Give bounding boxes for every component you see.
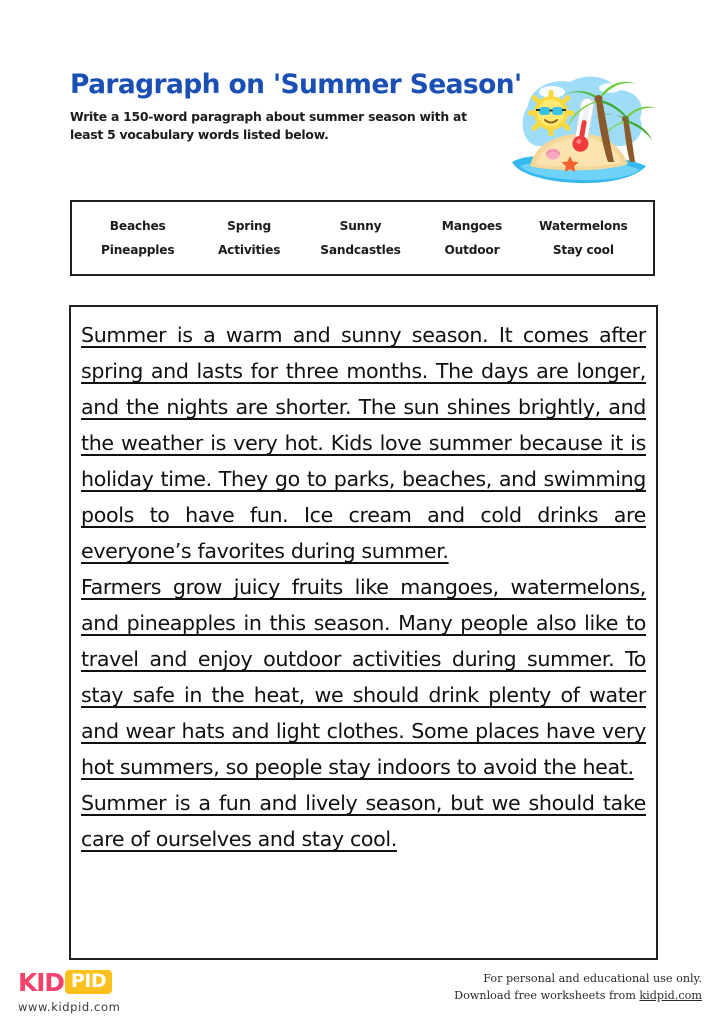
logo-mark <box>18 968 248 996</box>
vocabulary-word: Beaches <box>109 219 166 233</box>
answer-writing-area[interactable] <box>69 305 658 960</box>
footer-note-prefix: Download free worksheets from <box>454 989 640 1003</box>
vocabulary-word: Stay cool <box>552 243 614 257</box>
logo-text-kid: KID <box>18 967 64 997</box>
summer-beach-island-icon <box>490 62 670 190</box>
vocabulary-word: Mangoes <box>441 219 503 233</box>
header-text-block <box>70 69 522 143</box>
worksheet-instructions: Write a 150-word paragraph about summer season with at least 5 vocabulary words listed below. <box>70 109 467 142</box>
essay-paragraph-3: Summer is a fun and lively season, but we should take care of ourselves and stay cool. <box>81 791 646 851</box>
vocabulary-word: Watermelons <box>539 219 628 233</box>
kidpid-logo[interactable] <box>18 968 248 1014</box>
footer-note-line-1: For personal and educational use only. <box>483 972 702 985</box>
vocabulary-word: Activities <box>217 243 281 257</box>
vocabulary-word: Spring <box>227 219 272 233</box>
vocabulary-row-2 <box>72 243 653 257</box>
vocabulary-word: Outdoor <box>444 243 500 257</box>
worksheet-header <box>70 70 660 190</box>
page-footer <box>0 966 724 1024</box>
vocabulary-word: Sunny <box>339 219 382 233</box>
page-title: Paragraph on 'Summer Season' <box>70 69 522 100</box>
footer-usage-note <box>454 970 702 1005</box>
essay-text <box>81 317 646 857</box>
vocabulary-word-bank <box>70 200 655 276</box>
vocabulary-word: Pineapples <box>100 243 175 257</box>
essay-paragraph-1: Summer is a warm and sunny season. It comes after spring and lasts for three months. The days are longer, and the nights are shorter. The sun shines brightly, and the weather is very hot. Kids love summer because it is holiday time. They go to parks, beaches, and swimming pools to have fun. Ice cream and cold drinks are everyone’s favorites during summer. <box>81 323 646 563</box>
essay-paragraph-2: Farmers grow juicy fruits like mangoes, watermelons, and pineapples in this season. Many people also like to travel and enjoy outdoor activities during summer. To stay safe in the heat, we should drink plenty of water and wear hats and light clothes. Some places have very hot summers, so people stay indoors to avoid the heat. <box>81 575 646 779</box>
logo-website-url: www.kidpid.com <box>18 1000 121 1014</box>
footer-kidpid-link[interactable]: kidpid.com <box>639 989 702 1003</box>
vocabulary-row-1 <box>72 219 653 233</box>
footer-note-line-2 <box>454 987 702 1004</box>
vocabulary-word: Sandcastles <box>320 243 401 257</box>
logo-text-pid: PID <box>65 970 112 994</box>
